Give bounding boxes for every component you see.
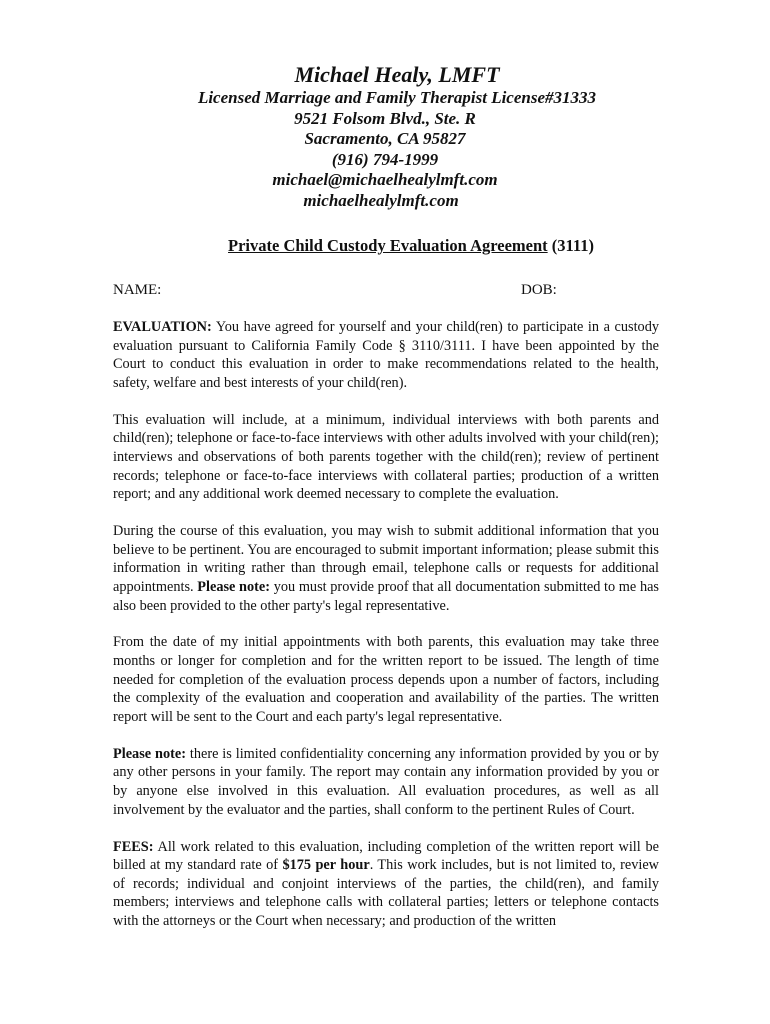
timeline-text: From the date of my initial appointments with both parents, this evaluation may take three months or longer for completion and for the written report to be issued. The length of time needed for completion of the evaluation process depends upon a number of factors, including the complexity of the evaluation and cooperation and availability of the parties. The written report will be sent to the Court and each party's legal representative. (113, 634, 659, 725)
additional-info-paragraph (113, 522, 659, 615)
email-address: michael@michaelhealylmft.com (272, 170, 498, 189)
fees-text-after: . This work includes, but is not limited to, review of records; individual and conjoint interviews of the parties, the child(ren), and family members; interviews and telephone calls with collateral parties; letters or telephone contacts with the attorneys or the Court when necessary; and production of the written (113, 857, 659, 929)
document-title-main: Private Child Custody Evaluation Agreement (228, 236, 548, 255)
license-line: Licensed Marriage and Family Therapist License#31333 (197, 88, 597, 107)
confidentiality-text: there is limited confidentiality concerning any information provided by you or by any other persons in your family. The report may contain any information provided by you or by anyone else involved in this evaluation. All evaluation procedures, as well as all involvement by the evaluator and the parties, shall conform to the pertinent Rules of Court. (113, 745, 659, 818)
name-field-label: NAME: (113, 282, 162, 298)
letterhead (0, 62, 770, 211)
additional-info-text-after: you must provide proof that all documentation submitted to me has also been provided to the other party's legal representative. (113, 578, 659, 614)
website: michaelhealylmft.com (303, 190, 459, 210)
fees-text-before: All work related to this evaluation, including completion of the written report will be billed at my standard rate of (113, 838, 659, 874)
additional-info-text-before: During the course of this evaluation, you may wish to submit additional information that you believe to be pertinent. You are encouraged to submit important information; please submit this information in writing rather than through email, telephone calls or requests for additional appointments. (113, 523, 659, 595)
confidentiality-paragraph (113, 745, 659, 819)
evaluation-text: You have agreed for yourself and your child(ren) to participate in a custody evaluation pursuant to California Family Code § 3110/3111. I have been appointed by the Court to conduct this evaluation in order to make recommendations related to the health, safety, welfare and best interests of your child(ren). (113, 319, 659, 391)
phone-number: (916) 794-1999 (331, 149, 439, 169)
timeline-paragraph (113, 633, 659, 726)
address-city: Sacramento, CA 95827 (304, 129, 466, 148)
address-street: 9521 Folsom Blvd., Ste. R (294, 108, 476, 128)
fees-heading: FEES: (113, 838, 154, 855)
client-info-row (113, 282, 658, 299)
evaluation-paragraph (113, 318, 659, 392)
agreement-body (113, 318, 659, 949)
evaluation-heading: EVALUATION: (113, 319, 212, 335)
therapist-name: Michael Healy, LMFT (294, 62, 500, 87)
additional-info-note-label: Please note: (197, 578, 271, 595)
fees-rate: $175 per hour (282, 857, 370, 874)
fees-paragraph (113, 838, 659, 931)
document-title (26, 236, 770, 256)
dob-field-label: DOB: (521, 282, 557, 298)
confidentiality-note-label: Please note: (113, 745, 186, 762)
document-title-code: (3111) (547, 236, 594, 255)
scope-text: This evaluation will include, at a minimum, individual interviews with both parents and child(ren); telephone or face-to-face interviews with other adults involved with your child(ren); interviews and observations of both parents together with the child(ren); review of pertinent records; telephone or face-to-face interviews with collateral parties; production of a written report; and any additional work deemed necessary to complete the evaluation. (113, 411, 659, 503)
scope-paragraph (113, 411, 659, 504)
